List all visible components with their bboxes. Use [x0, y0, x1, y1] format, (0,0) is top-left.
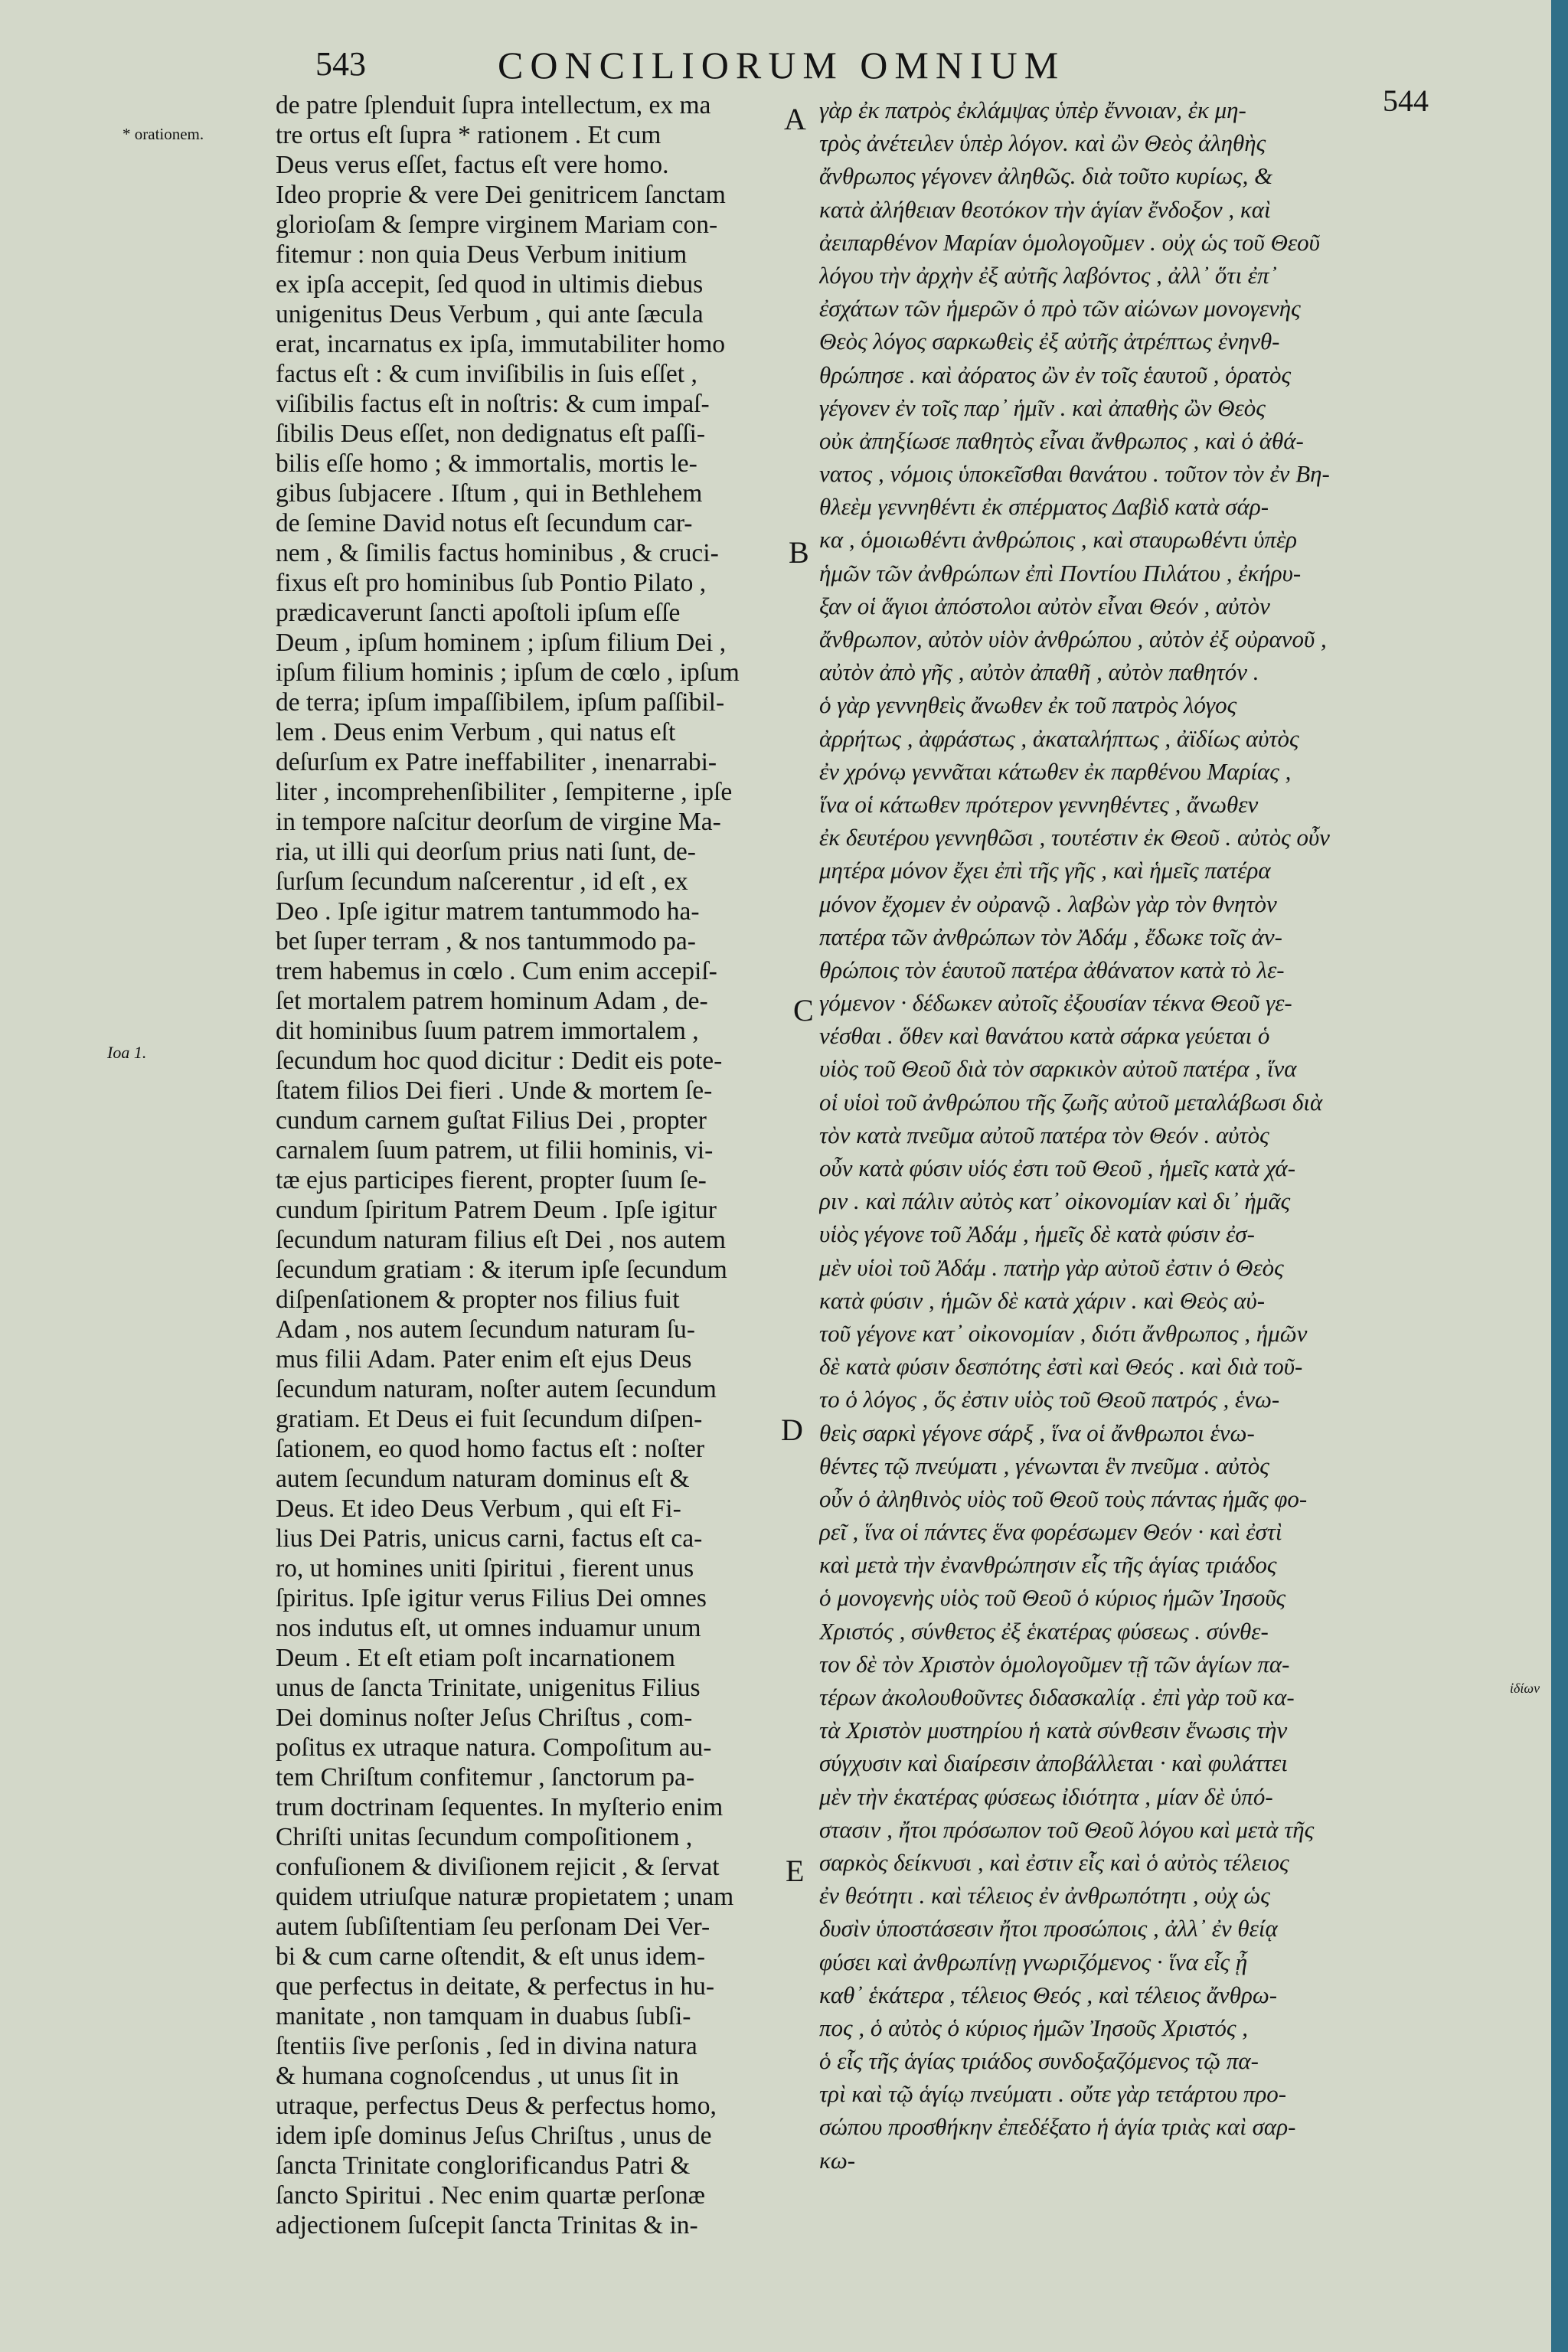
section-letter-c: C: [793, 993, 814, 1027]
latin-text-line: ſecundum hoc quod dicitur : Dedit eis pote-: [276, 1047, 723, 1075]
latin-text-line: Dei dominus noſter Jeſus Chriſtus , com-: [276, 1704, 693, 1732]
latin-text-line: liter , incomprehenſibiliter , ſempiterne , ipſe: [276, 778, 733, 806]
greek-text-line: ἀειπαρθένον Μαρίαν ὁμολογοῦμεν . οὐχ ὡς τοῦ Θεοῦ: [819, 228, 1320, 256]
greek-text-line: ὁ γὰρ γεννηθεὶς ἄνωθεν ἐκ τοῦ πατρὸς λόγος: [819, 691, 1237, 719]
latin-text-line: poſitus ex utraque natura. Compoſitum au-: [276, 1733, 712, 1762]
section-letter-a: A: [784, 102, 806, 136]
greek-text-line: μὲν τὴν ἑκατέρας φύσεως ἰδιότητα , μίαν δὲ ὑπό-: [819, 1782, 1273, 1810]
latin-text-line: idem ipſe dominus Jeſus Chriſtus , unus de: [276, 2122, 712, 2150]
latin-text-line: manitate , non tamquam in duabus ſubſi-: [276, 2002, 691, 2030]
latin-text-line: autem ſecundum naturam dominus eſt &: [276, 1465, 690, 1493]
greek-text-line: θλεὲμ γεννηθέντι ἐκ σπέρματος Δαβὶδ κατὰ σάρ-: [819, 493, 1269, 521]
latin-text-line: ſationem, eo quod homo factus eſt : noſter: [276, 1435, 705, 1463]
greek-text-line: τρὶ καὶ τῷ ἁγίῳ πνεύματι . οὔτε γὰρ τετάρτου προ-: [819, 2080, 1287, 2108]
latin-text-line: ſtentiis ſive perſonis , ſed in divina natura: [276, 2032, 697, 2060]
greek-text-line: γόμενον · δέδωκεν αὐτοῖς ἐξουσίαν τέκνα Θεοῦ γε-: [819, 989, 1292, 1017]
margin-note-ioa: Ioa 1.: [107, 1043, 147, 1062]
latin-text-line: cundum ſpiritum Patrem Deum . Ipſe igitur: [276, 1196, 717, 1224]
latin-text-line: tem Chriſtum confitemur , ſanctorum pa-: [276, 1763, 695, 1792]
latin-text-line: que perfectus in deitate, & perfectus in hu-: [276, 1972, 715, 2001]
greek-text-line: ἵνα οἱ κάτωθεν πρότερον γεννηθέντες , ἄνωθεν: [819, 790, 1259, 818]
latin-text-line: Chriſti unitas ſecundum compoſitionem ,: [276, 1823, 693, 1851]
greek-text-line: λόγου τὴν ἀρχὴν ἐξ αὐτῆς λαβόντος , ἀλλ᾽ ὅτι ἐπ᾽: [819, 261, 1277, 289]
latin-text-line: de patre ſplenduit ſupra intellectum, ex ma: [276, 91, 711, 119]
latin-text-line: ſecundum gratiam : & iterum ipſe ſecundum: [276, 1256, 727, 1284]
greek-text-line: θρώπησε . καὶ ἀόρατος ὢν ἐν τοῖς ἑαυτοῦ , ὁρατὸς: [819, 361, 1292, 388]
latin-text-line: bet ſuper terram , & nos tantummodo pa-: [276, 927, 696, 956]
greek-text-line: νατος , νόμοις ὑποκεῖσθαι θανάτου . τοῦτον τὸν ἐν Βη-: [819, 460, 1330, 488]
latin-text-line: Deus. Et ideo Deus Verbum , qui eſt Fi-: [276, 1494, 681, 1523]
greek-text-line: ρεῖ , ἵνα οἱ πάντες ἕνα φορέσωμεν Θεόν · καὶ ἐστὶ: [819, 1518, 1282, 1546]
greek-text-line: φύσει καὶ ἀνθρωπίνῃ γνωριζόμενος · ἵνα εἷς ᾖ: [819, 1948, 1248, 1975]
latin-text-line: gibus ſubjacere . Iſtum , qui in Bethlehem: [276, 479, 703, 508]
latin-text-line: erat, incarnatus ex ipſa, immutabiliter homo: [276, 330, 726, 358]
section-letter-b: B: [789, 535, 809, 570]
latin-text-line: trum doctrinam ſequentes. In myſterio enim: [276, 1793, 724, 1821]
greek-text-line: ὁ μονογενὴς υἱὸς τοῦ Θεοῦ ὁ κύριος ἡμῶν Ἰησοῦς: [819, 1584, 1286, 1612]
latin-text-line: ipſum filium hominis ; ipſum de cœlo , ipſum: [276, 658, 740, 687]
greek-text-line: θέντες τῷ πνεύματι , γένωνται ἓν πνεῦμα . αὐτὸς: [819, 1452, 1269, 1479]
latin-text-line: Deum . Et eſt etiam poſt incarnationem: [276, 1644, 675, 1672]
greek-text-line: πατέρα τῶν ἀνθρώπων τὸν Ἀδάμ , ἔδωκε τοῖς ἀν-: [819, 923, 1282, 950]
latin-text-line: prædicaverunt ſancti apoſtoli ipſum eſſe: [276, 599, 681, 627]
latin-text-line: Adam , nos autem ſecundum naturam ſu-: [276, 1315, 695, 1344]
latin-text-line: utraque, perfectus Deus & perfectus homo,: [276, 2092, 717, 2120]
greek-text-line: κατὰ ἀλήθειαν θεοτόκον τὴν ἁγίαν ἔνδοξον , καὶ: [819, 195, 1271, 223]
greek-text-line: τὸν κατὰ πνεῦμα αὐτοῦ πατέρα τὸν Θεόν . αὐτὸς: [819, 1121, 1269, 1148]
greek-text-line: οὐκ ἀπηξίωσε παθητὸς εἶναι ἄνθρωπος , καὶ ὁ ἀθά-: [819, 426, 1304, 454]
latin-text-line: ſecundum naturam filius eſt Dei , nos autem: [276, 1226, 726, 1254]
greek-text-line: ἀρρήτως , ἀφράστως , ἀκαταλήπτως , ἀϊδίως αὐτὸς: [819, 724, 1299, 752]
greek-text-line: ἐκ δευτέρου γεννηθῶσι , τουτέστιν ἐκ Θεοῦ . αὐτὸς οὖν: [819, 824, 1330, 851]
section-letter-d: D: [781, 1413, 803, 1447]
latin-text-line: ſpiritus. Ipſe igitur verus Filius Dei omnes: [276, 1584, 707, 1612]
latin-text-line: tre ortus eſt ſupra * rationem . Et cum: [276, 121, 662, 149]
greek-text-line: ξαν οἱ ἅγιοι ἀπόστολοι αὐτὸν εἶναι Θεόν , αὐτὸν: [819, 592, 1270, 619]
greek-text-line: αὐτὸν ἀπὸ γῆς , αὐτὸν ἀπαθῆ , αὐτὸν παθητόν .: [819, 658, 1259, 686]
greek-text-line: τέρων ἀκολουθοῦντες διδασκαλίᾳ . ἐπὶ γὰρ τοῦ κα-: [819, 1684, 1295, 1710]
greek-text-line: δυσὶν ὑποστάσεσιν ἤτοι προσώποις , ἀλλ᾽ ἐν θείᾳ: [819, 1915, 1278, 1942]
page-title: CONCILIORUM OMNIUM: [498, 44, 1066, 87]
greek-text-line: νέσθαι . ὅθεν καὶ θανάτου κατὰ σάρκα γεύεται ὁ: [819, 1022, 1270, 1050]
latin-text-line: diſpenſationem & propter nos filius fuit: [276, 1285, 680, 1314]
section-letter-e: E: [786, 1854, 805, 1888]
latin-text-line: de terra; ipſum impaſſibilem, ipſum paſſibil-: [276, 688, 725, 717]
latin-text-line: glorioſam & ſempre virginem Mariam con-: [276, 211, 718, 239]
latin-text-line: trem habemus in cœlo . Cum enim accepiſ-: [276, 957, 717, 985]
latin-text-line: Ideo proprie & vere Dei genitricem ſanctam: [276, 181, 726, 209]
latin-text-line: autem ſubſiſtentiam ſeu perſonam Dei Ver-: [276, 1913, 710, 1941]
page-number-right: 544: [1383, 83, 1429, 118]
greek-text-line: θεὶς σαρκὶ γέγονε σάρξ , ἵνα οἱ ἄνθρωποι ἑνω-: [819, 1419, 1255, 1446]
latin-text-line: & humana cognoſcendus , ut unus ſit in: [276, 2062, 679, 2090]
latin-text-line: in tempore naſcitur deorſum de virgine Ma-: [276, 808, 721, 836]
latin-text-line: Deo . Ipſe igitur matrem tantummodo ha-: [276, 897, 700, 926]
greek-text-line: ἐσχάτων τῶν ἡμερῶν ὁ πρὸ τῶν αἰώνων μονογενὴς: [819, 295, 1301, 322]
latin-text-line: ſecundum naturam, noſter autem ſecundum: [276, 1375, 717, 1403]
greek-text-line: μητέρα μόνον ἔχει ἐπὶ τῆς γῆς , καὶ ἡμεῖς πατέρα: [819, 857, 1271, 884]
latin-text-line: fixus eſt pro hominibus ſub Pontio Pilato ,: [276, 569, 707, 597]
latin-text-line: gratiam. Et Deus ei fuit ſecundum diſpen-: [276, 1405, 703, 1433]
latin-text-line: tæ ejus participes fierent, propter ſuum ſe-: [276, 1166, 707, 1194]
latin-text-line: viſibilis factus eſt in noſtris: & cum impaſ-: [276, 390, 710, 418]
latin-text-line: carnalem ſuum patrem, ut filii hominis, vi-: [276, 1136, 714, 1165]
latin-text-line: ſtatem filios Dei fieri . Unde & mortem ſe-: [276, 1076, 713, 1105]
latin-text-line: deſurſum ex Patre ineffabiliter , inenarrabi-: [276, 748, 717, 776]
greek-text-line: υἱὸς τοῦ Θεοῦ διὰ τὸν σαρκικὸν αὐτοῦ πατέρα , ἵνα: [819, 1055, 1297, 1083]
greek-text-line: τοῦ γέγονε κατ᾽ οἰκονομίαν , διότι ἄνθρωπος , ἡμῶν: [819, 1319, 1308, 1347]
greek-text-line: καθ᾽ ἑκάτερα , τέλειος Θεός , καὶ τέλειος ἄνθρω-: [819, 1981, 1278, 2008]
greek-text-line: τρὸς ἀνέτειλεν ὑπὲρ λόγον. καὶ ὢν Θεὸς ἀληθὴς: [819, 129, 1266, 157]
latin-text-line: ſancto Spiritui . Nec enim quartæ perſonæ: [276, 2181, 706, 2210]
latin-text-line: ria, ut illi qui deorſum prius nati ſunt, de-: [276, 838, 696, 866]
greek-column: [819, 93, 1439, 2177]
greek-text-line: τον δὲ τὸν Χριστὸν ὁμολογοῦμεν τῇ τῶν ἁγίων πα-: [819, 1650, 1290, 1677]
greek-text-line: ριν . καὶ πάλιν αὐτὸς κατ᾽ οἰκονομίαν καὶ δι᾽ ἡμᾶς: [819, 1187, 1291, 1215]
greek-text-line: σώπου προσθήκην ἐπεδέξατο ἡ ἁγία τριὰς καὶ σαρ-: [819, 2113, 1296, 2141]
greek-text-line: γὰρ ἐκ πατρὸς ἐκλάμψας ὑπὲρ ἔννοιαν, ἐκ μη-: [819, 96, 1246, 123]
latin-text-line: factus eſt : & cum inviſibilis in ſuis eſſet ,: [276, 360, 697, 388]
latin-text-line: bi & cum carne oſtendit, & eſt unus idem-: [276, 1942, 705, 1971]
greek-text-line: στασιν , ἤτοι πρόσωπον τοῦ Θεοῦ λόγου καὶ μετὰ τῆς: [819, 1815, 1315, 1843]
latin-text-line: unus de ſancta Trinitate, unigenitus Filius: [276, 1674, 701, 1702]
latin-text-line: adjectionem ſuſcepit ſancta Trinitas & in-: [276, 2211, 698, 2239]
greek-text-line: ἡμῶν τῶν ἀνθρώπων ἐπὶ Ποντίου Πιλάτου , ἐκήρυ-: [819, 559, 1302, 586]
greek-text-line: Χριστός , σύνθετος ἐξ ἑκατέρας φύσεως . σύνθε-: [819, 1617, 1269, 1645]
latin-text-line: ex ipſa accepit, ſed quod in ultimis diebus: [276, 270, 704, 299]
latin-text-line: lem . Deus enim Verbum , qui natus eſt: [276, 718, 676, 746]
latin-text-line: ſibilis Deus eſſet, non dedignatus eſt paſſi-: [276, 420, 706, 448]
greek-text-line: δὲ κατὰ φύσιν δεσπότης ἐστὶ καὶ Θεός . καὶ διὰ τοῦ-: [819, 1353, 1303, 1380]
margin-note-right: ἰδίων: [1510, 1681, 1540, 1696]
latin-text-line: de ſemine David notus eſt ſecundum car-: [276, 509, 693, 537]
latin-text-line: ſet mortalem patrem hominum Adam , de-: [276, 987, 708, 1015]
latin-text-line: ſurſum ſecundum naſcerentur , id eſt , ex: [276, 867, 688, 896]
greek-text-line: κα , ὁμοιωθέντι ἀνθρώποις , καὶ σταυρωθέντι ὑπὲρ: [819, 526, 1298, 554]
greek-text-line: ἐν θεότητι . καὶ τέλειος ἐν ἀνθρωπότητι , οὐχ ὡς: [819, 1882, 1270, 1909]
latin-column: [276, 90, 792, 2240]
greek-text-line: οἱ υἱοὶ τοῦ ἀνθρώπου τῆς ζωῆς αὐτοῦ μεταλάβωσι διὰ: [819, 1088, 1323, 1116]
latin-text-line: Deum , ipſum hominem ; ipſum filium Dei ,: [276, 629, 727, 657]
greek-text-line: ἐν χρόνῳ γεννᾶται κάτωθεν ἐκ παρθένου Μαρίας ,: [819, 757, 1292, 785]
greek-text-line: ἄνθρωπον, αὐτὸν υἱὸν ἀνθρώπου , αὐτὸν ἐξ οὐρανοῦ ,: [819, 626, 1327, 652]
background-edge: [1551, 0, 1568, 2352]
greek-text-line: κατὰ φύσιν , ἡμῶν δὲ κατὰ χάριν . καὶ Θεὸς αὐ-: [819, 1286, 1266, 1314]
margin-note-oratio: * orationem.: [122, 125, 204, 143]
greek-text-line: οὖν ὁ ἀληθινὸς υἱὸς τοῦ Θεοῦ τοὺς πάντας ἡμᾶς φο-: [819, 1485, 1308, 1512]
latin-text-line: dit hominibus ſuum patrem immortalem ,: [276, 1017, 699, 1045]
latin-text-line: Deus verus eſſet, factus eſt vere homo.: [276, 151, 669, 179]
latin-text-line: cundum carnem guſtat Filius Dei , propter: [276, 1106, 707, 1135]
latin-text-line: nem , & ſimilis factus hominibus , & cruci-: [276, 539, 719, 567]
greek-text-line: μόνον ἔχομεν ἐν οὐρανῷ . λαβὼν γὰρ τὸν θνητὸν: [819, 890, 1277, 917]
greek-text-line: γέγονεν ἐν τοῖς παρ᾽ ἡμῖν . καὶ ἀπαθὴς ὢν Θεὸς: [819, 394, 1266, 421]
latin-text-line: fitemur : non quia Deus Verbum initium: [276, 240, 688, 269]
greek-text-line: σύγχυσιν καὶ διαίρεσιν ἀποβάλλεται · καὶ φυλάττει: [819, 1749, 1288, 1777]
greek-text-line: τὰ Χριστὸν μυστηρίου ἡ κατὰ σύνθεσιν ἕνωσις τὴν: [819, 1717, 1288, 1744]
latin-text-line: quidem utriuſque naturæ propietatem ; unam: [276, 1883, 734, 1911]
greek-text-line: υἱὸς γέγονε τοῦ Ἀδάμ , ἡμεῖς δὲ κατὰ φύσιν ἐσ-: [819, 1220, 1255, 1248]
greek-text-line: καὶ μετὰ τὴν ἐνανθρώπησιν εἷς τῆς ἁγίας τριάδος: [819, 1551, 1277, 1579]
latin-text-line: confuſionem & diviſionem rejicit , & ſervat: [276, 1853, 720, 1881]
page-number-left: 543: [315, 45, 366, 83]
latin-text-line: ro, ut homines uniti ſpiritui , fierent unus: [276, 1554, 694, 1583]
latin-text-line: unigenitus Deus Verbum , qui ante ſæcula: [276, 300, 704, 328]
greek-text-line: κω-: [819, 2146, 856, 2174]
greek-text-line: οὖν κατὰ φύσιν υἱός ἐστι τοῦ Θεοῦ , ἡμεῖς κατὰ χά-: [819, 1155, 1296, 1181]
greek-text-line: θρώποις τὸν ἑαυτοῦ πατέρα ἀθάνατον κατὰ τὸ λε-: [819, 956, 1285, 983]
latin-text-line: nos indutus eſt, ut omnes induamur unum: [276, 1614, 701, 1642]
latin-text-line: ſancta Trinitate conglorificandus Patri &: [276, 2151, 691, 2180]
greek-text-line: μὲν υἱοὶ τοῦ Ἀδάμ . πατὴρ γὰρ αὐτοῦ ἐστιν ὁ Θεὸς: [819, 1253, 1284, 1281]
greek-text-line: ἄνθρωπος γέγονεν ἀληθῶς. διὰ τοῦτο κυρίως, &: [819, 162, 1273, 190]
greek-text-line: πος , ὁ αὐτὸς ὁ κύριος ἡμῶν Ἰησοῦς Χριστός ,: [819, 2014, 1249, 2041]
greek-text-line: Θεὸς λόγος σαρκωθεὶς ἐξ αὐτῆς ἀτρέπτως ἐνηνθ-: [819, 328, 1280, 355]
greek-text-line: ὁ εἷς τῆς ἁγίας τριάδος συνδοξαζόμενος τῷ πα-: [819, 2047, 1259, 2075]
latin-text-line: mus filii Adam. Pater enim eſt ejus Deus: [276, 1345, 692, 1374]
greek-text-line: το ὁ λόγος , ὅς ἐστιν υἱὸς τοῦ Θεοῦ πατρός , ἑνω-: [819, 1386, 1280, 1413]
greek-text-line: σαρκὸς δείκνυσι , καὶ ἐστιν εἷς καὶ ὁ αὐτὸς τέλειος: [819, 1848, 1289, 1876]
latin-text-line: lius Dei Patris, unicus carni, factus eſt ca-: [276, 1524, 703, 1553]
latin-text-line: bilis eſſe homo ; & immortalis, mortis le-: [276, 449, 697, 478]
